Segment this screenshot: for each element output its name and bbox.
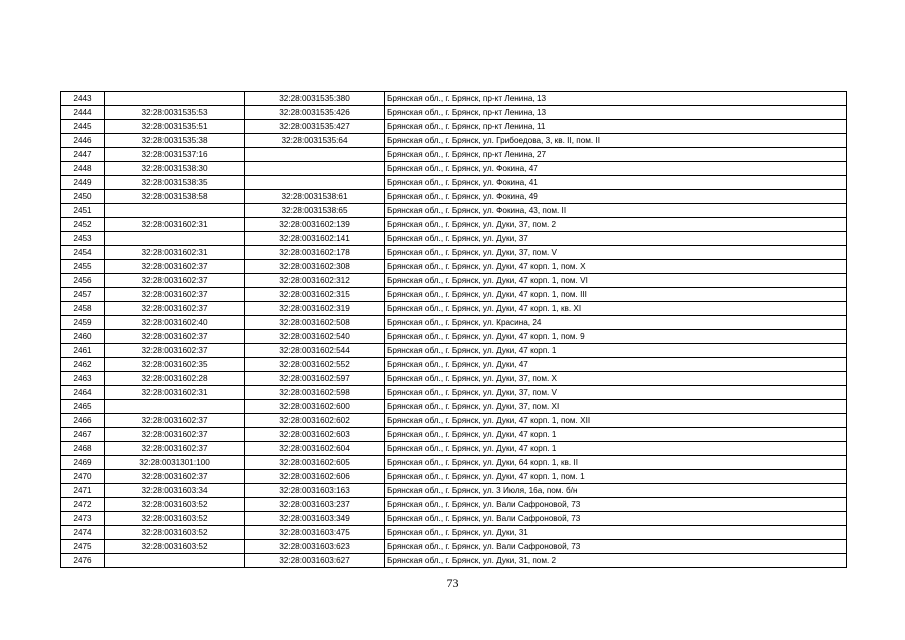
- parcel-number-cell: 32:28:0031602:28: [105, 372, 245, 386]
- object-number-cell: 32:28:0031602:602: [245, 414, 385, 428]
- parcel-number-cell: 32:28:0031602:37: [105, 414, 245, 428]
- row-number-cell: 2461: [61, 344, 105, 358]
- parcel-number-cell: [105, 400, 245, 414]
- address-cell: Брянская обл., г. Брянск, ул. Дуки, 47 корп. 1: [385, 428, 847, 442]
- parcel-number-cell: 32:28:0031603:34: [105, 484, 245, 498]
- parcel-number-cell: 32:28:0031602:37: [105, 260, 245, 274]
- address-cell: Брянская обл., г. Брянск, ул. Дуки, 31, пом. 2: [385, 554, 847, 568]
- table-row: [61, 260, 847, 274]
- table-row: [61, 498, 847, 512]
- table-row: [61, 106, 847, 120]
- object-number-cell: 32:28:0031603:349: [245, 512, 385, 526]
- parcel-number-cell: 32:28:0031602:37: [105, 470, 245, 484]
- row-number-cell: 2454: [61, 246, 105, 260]
- address-cell: Брянская обл., г. Брянск, ул. Дуки, 37, пом. XI: [385, 400, 847, 414]
- row-number-cell: 2446: [61, 134, 105, 148]
- object-number-cell: 32:28:0031603:475: [245, 526, 385, 540]
- parcel-number-cell: 32:28:0031603:52: [105, 526, 245, 540]
- row-number-cell: 2444: [61, 106, 105, 120]
- row-number-cell: 2468: [61, 442, 105, 456]
- row-number-cell: 2449: [61, 176, 105, 190]
- row-number-cell: 2472: [61, 498, 105, 512]
- address-cell: Брянская обл., г. Брянск, ул. Дуки, 37, пом. X: [385, 372, 847, 386]
- table-row: [61, 274, 847, 288]
- address-cell: Брянская обл., г. Брянск, пр-кт Ленина, 13: [385, 92, 847, 106]
- table-row: [61, 414, 847, 428]
- object-number-cell: 32:28:0031602:603: [245, 428, 385, 442]
- address-cell: Брянская обл., г. Брянск, ул. Дуки, 47 корп. 1, пом. X: [385, 260, 847, 274]
- parcel-number-cell: 32:28:0031602:31: [105, 246, 245, 260]
- address-cell: Брянская обл., г. Брянск, ул. Фокина, 47: [385, 162, 847, 176]
- object-number-cell: 32:28:0031602:544: [245, 344, 385, 358]
- parcel-number-cell: [105, 92, 245, 106]
- object-number-cell: 32:28:0031602:600: [245, 400, 385, 414]
- address-cell: Брянская обл., г. Брянск, ул. Дуки, 47 корп. 1, кв. XI: [385, 302, 847, 316]
- row-number-cell: 2467: [61, 428, 105, 442]
- address-cell: Брянская обл., г. Брянск, ул. Фокина, 49: [385, 190, 847, 204]
- parcel-number-cell: 32:28:0031602:37: [105, 330, 245, 344]
- row-number-cell: 2452: [61, 218, 105, 232]
- table-row: [61, 190, 847, 204]
- parcel-number-cell: [105, 554, 245, 568]
- address-cell: Брянская обл., г. Брянск, ул. Фокина, 43, пом. II: [385, 204, 847, 218]
- object-number-cell: 32:28:0031602:552: [245, 358, 385, 372]
- parcel-number-cell: 32:28:0031603:52: [105, 512, 245, 526]
- table-row: [61, 232, 847, 246]
- row-number-cell: 2455: [61, 260, 105, 274]
- table-row: [61, 120, 847, 134]
- object-number-cell: 32:28:0031535:380: [245, 92, 385, 106]
- row-number-cell: 2462: [61, 358, 105, 372]
- object-number-cell: 32:28:0031538:65: [245, 204, 385, 218]
- parcel-number-cell: 32:28:0031602:37: [105, 302, 245, 316]
- page-number: 73: [446, 576, 459, 590]
- parcel-number-cell: 32:28:0031538:58: [105, 190, 245, 204]
- parcel-number-cell: 32:28:0031602:35: [105, 358, 245, 372]
- address-cell: Брянская обл., г. Брянск, ул. Дуки, 47: [385, 358, 847, 372]
- row-number-cell: 2450: [61, 190, 105, 204]
- object-number-cell: 32:28:0031602:178: [245, 246, 385, 260]
- address-cell: Брянская обл., г. Брянск, ул. Дуки, 64 корп. 1, кв. II: [385, 456, 847, 470]
- address-cell: Брянская обл., г. Брянск, ул. Грибоедова, 3, кв. II, пом. II: [385, 134, 847, 148]
- table-row: [61, 512, 847, 526]
- parcel-number-cell: 32:28:0031602:31: [105, 386, 245, 400]
- object-number-cell: 32:28:0031603:237: [245, 498, 385, 512]
- address-cell: Брянская обл., г. Брянск, пр-кт Ленина, 27: [385, 148, 847, 162]
- address-cell: Брянская обл., г. Брянск, ул. Дуки, 47 корп. 1, пом. VI: [385, 274, 847, 288]
- address-cell: Брянская обл., г. Брянск, ул. Вали Сафроновой, 73: [385, 540, 847, 554]
- parcel-number-cell: 32:28:0031538:30: [105, 162, 245, 176]
- row-number-cell: 2475: [61, 540, 105, 554]
- object-number-cell: 32:28:0031535:64: [245, 134, 385, 148]
- row-number-cell: 2471: [61, 484, 105, 498]
- address-cell: Брянская обл., г. Брянск, ул. Дуки, 37, пом. 2: [385, 218, 847, 232]
- row-number-cell: 2470: [61, 470, 105, 484]
- parcel-number-cell: 32:28:0031602:40: [105, 316, 245, 330]
- row-number-cell: 2443: [61, 92, 105, 106]
- address-cell: Брянская обл., г. Брянск, ул. Красина, 24: [385, 316, 847, 330]
- object-number-cell: [245, 148, 385, 162]
- table-row: [61, 526, 847, 540]
- parcel-number-cell: 32:28:0031535:51: [105, 120, 245, 134]
- row-number-cell: 2453: [61, 232, 105, 246]
- table-row: [61, 344, 847, 358]
- table-row: [61, 554, 847, 568]
- parcel-number-cell: 32:28:0031537:16: [105, 148, 245, 162]
- table-row: [61, 316, 847, 330]
- table-row: [61, 540, 847, 554]
- table-row: [61, 148, 847, 162]
- cadastral-table: [60, 91, 847, 568]
- object-number-cell: 32:28:0031602:315: [245, 288, 385, 302]
- address-cell: Брянская обл., г. Брянск, ул. Дуки, 47 корп. 1, пом. 9: [385, 330, 847, 344]
- address-cell: Брянская обл., г. Брянск, ул. 3 Июля, 16а, пом. б/н: [385, 484, 847, 498]
- table-row: [61, 288, 847, 302]
- row-number-cell: 2448: [61, 162, 105, 176]
- object-number-cell: [245, 176, 385, 190]
- table-row: [61, 442, 847, 456]
- object-number-cell: 32:28:0031602:312: [245, 274, 385, 288]
- row-number-cell: 2445: [61, 120, 105, 134]
- address-cell: Брянская обл., г. Брянск, ул. Дуки, 31: [385, 526, 847, 540]
- row-number-cell: 2474: [61, 526, 105, 540]
- parcel-number-cell: 32:28:0031602:37: [105, 288, 245, 302]
- address-cell: Брянская обл., г. Брянск, ул. Дуки, 37: [385, 232, 847, 246]
- parcel-number-cell: 32:28:0031535:38: [105, 134, 245, 148]
- row-number-cell: 2469: [61, 456, 105, 470]
- object-number-cell: 32:28:0031602:540: [245, 330, 385, 344]
- row-number-cell: 2457: [61, 288, 105, 302]
- document-page: [60, 91, 847, 568]
- row-number-cell: 2458: [61, 302, 105, 316]
- table-row: [61, 302, 847, 316]
- cadastral-table-body: [61, 92, 847, 568]
- parcel-number-cell: 32:28:0031538:35: [105, 176, 245, 190]
- table-row: [61, 204, 847, 218]
- object-number-cell: 32:28:0031602:508: [245, 316, 385, 330]
- table-row: [61, 176, 847, 190]
- object-number-cell: 32:28:0031602:605: [245, 456, 385, 470]
- address-cell: Брянская обл., г. Брянск, пр-кт Ленина, 11: [385, 120, 847, 134]
- object-number-cell: 32:28:0031602:604: [245, 442, 385, 456]
- table-row: [61, 470, 847, 484]
- parcel-number-cell: [105, 232, 245, 246]
- parcel-number-cell: 32:28:0031301:100: [105, 456, 245, 470]
- table-row: [61, 456, 847, 470]
- object-number-cell: 32:28:0031602:141: [245, 232, 385, 246]
- table-row: [61, 218, 847, 232]
- parcel-number-cell: 32:28:0031602:37: [105, 428, 245, 442]
- table-row: [61, 372, 847, 386]
- row-number-cell: 2466: [61, 414, 105, 428]
- parcel-number-cell: 32:28:0031602:31: [105, 218, 245, 232]
- table-row: [61, 400, 847, 414]
- table-row: [61, 134, 847, 148]
- address-cell: Брянская обл., г. Брянск, ул. Дуки, 47 корп. 1, пом. 1: [385, 470, 847, 484]
- parcel-number-cell: 32:28:0031603:52: [105, 540, 245, 554]
- object-number-cell: 32:28:0031603:163: [245, 484, 385, 498]
- address-cell: Брянская обл., г. Брянск, ул. Вали Сафроновой, 73: [385, 512, 847, 526]
- row-number-cell: 2451: [61, 204, 105, 218]
- object-number-cell: 32:28:0031603:623: [245, 540, 385, 554]
- object-number-cell: 32:28:0031535:426: [245, 106, 385, 120]
- parcel-number-cell: 32:28:0031602:37: [105, 274, 245, 288]
- object-number-cell: [245, 162, 385, 176]
- address-cell: Брянская обл., г. Брянск, ул. Дуки, 37, пом. V: [385, 386, 847, 400]
- address-cell: Брянская обл., г. Брянск, ул. Дуки, 47 корп. 1: [385, 442, 847, 456]
- parcel-number-cell: 32:28:0031602:37: [105, 442, 245, 456]
- table-row: [61, 246, 847, 260]
- object-number-cell: 32:28:0031602:308: [245, 260, 385, 274]
- object-number-cell: 32:28:0031602:139: [245, 218, 385, 232]
- address-cell: Брянская обл., г. Брянск, ул. Дуки, 47 корп. 1, пом. XII: [385, 414, 847, 428]
- object-number-cell: 32:28:0031602:319: [245, 302, 385, 316]
- parcel-number-cell: 32:28:0031603:52: [105, 498, 245, 512]
- row-number-cell: 2463: [61, 372, 105, 386]
- row-number-cell: 2456: [61, 274, 105, 288]
- address-cell: Брянская обл., г. Брянск, ул. Фокина, 41: [385, 176, 847, 190]
- table-row: [61, 92, 847, 106]
- object-number-cell: 32:28:0031603:627: [245, 554, 385, 568]
- address-cell: Брянская обл., г. Брянск, ул. Вали Сафроновой, 73: [385, 498, 847, 512]
- object-number-cell: 32:28:0031538:61: [245, 190, 385, 204]
- table-row: [61, 428, 847, 442]
- object-number-cell: 32:28:0031602:597: [245, 372, 385, 386]
- table-row: [61, 162, 847, 176]
- row-number-cell: 2459: [61, 316, 105, 330]
- address-cell: Брянская обл., г. Брянск, ул. Дуки, 47 корп. 1: [385, 344, 847, 358]
- address-cell: Брянская обл., г. Брянск, пр-кт Ленина, 13: [385, 106, 847, 120]
- table-row: [61, 386, 847, 400]
- row-number-cell: 2465: [61, 400, 105, 414]
- table-row: [61, 330, 847, 344]
- row-number-cell: 2447: [61, 148, 105, 162]
- row-number-cell: 2460: [61, 330, 105, 344]
- parcel-number-cell: 32:28:0031602:37: [105, 344, 245, 358]
- object-number-cell: 32:28:0031602:598: [245, 386, 385, 400]
- address-cell: Брянская обл., г. Брянск, ул. Дуки, 47 корп. 1, пом. III: [385, 288, 847, 302]
- row-number-cell: 2464: [61, 386, 105, 400]
- table-row: [61, 484, 847, 498]
- parcel-number-cell: 32:28:0031535:53: [105, 106, 245, 120]
- row-number-cell: 2473: [61, 512, 105, 526]
- object-number-cell: 32:28:0031602:606: [245, 470, 385, 484]
- parcel-number-cell: [105, 204, 245, 218]
- address-cell: Брянская обл., г. Брянск, ул. Дуки, 37, пом. V: [385, 246, 847, 260]
- object-number-cell: 32:28:0031535:427: [245, 120, 385, 134]
- table-row: [61, 358, 847, 372]
- row-number-cell: 2476: [61, 554, 105, 568]
